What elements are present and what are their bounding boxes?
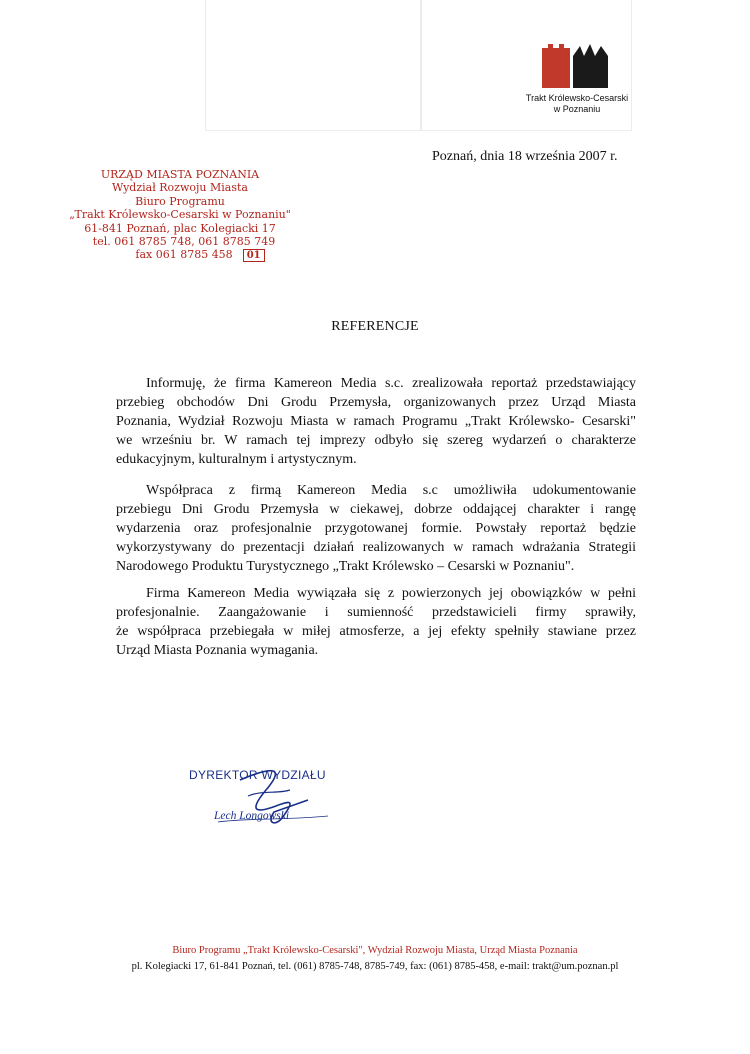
footer-address-line: pl. Kolegiacki 17, 61-841 Poznań, tel. (061) 8785-748, 8785-749, fax: (061) 8785-458, e-mail: trakt@um.poznan.pl: [131, 961, 619, 972]
trakt-logo-icon: [540, 42, 610, 88]
paragraph-line: profesjonalnie. Zaangażowanie i sumienność przedstawicieli firmy sprawiły,: [116, 605, 636, 620]
letter-date: Poznań, dnia 18 września 2007 r.: [432, 149, 618, 164]
stamp-line-department: Wydział Rozwoju Miasta: [112, 181, 248, 195]
signature-stamp-title: DYREKTOR WYDZIAŁU: [189, 768, 326, 782]
paragraph-line: we wrześniu br. W ramach tej imprezy odbyło się szereg wydarzeń o charakterze: [116, 433, 636, 448]
stamp-line-office: URZĄD MIASTA POZNANIA: [100, 168, 260, 181]
logo-caption-line1: Trakt Królewsko-Cesarski: [525, 93, 629, 103]
paragraph-line: wydarzenia oraz profesjonalnie przygotowanej formie. Powstały reportaż będzie: [116, 521, 636, 536]
logo-caption-line2: w Poznaniu: [553, 104, 601, 114]
stamp-line-fax: fax 061 8785 458: [135, 248, 233, 262]
paragraph-line: edukacyjnym, kulturalnym i artystycznym.: [116, 452, 357, 467]
paragraph-line: Firma Kamereon Media wywiązała się z powierzonych jej obowiązków w pełni: [146, 586, 636, 601]
scan-artifact-box: [205, 0, 422, 131]
paragraph-line: Informuję, że firma Kamereon Media s.c. zrealizowała reportaż przedstawiający: [146, 376, 636, 391]
paragraph-line: Współpraca z firmą Kamereon Media s.c umożliwiła udokumentowanie: [146, 483, 636, 498]
paragraph-2: [116, 481, 636, 576]
paragraph-line: Urząd Miasta Poznania wymagania.: [116, 643, 319, 658]
paragraph-3: [116, 584, 636, 660]
document-title: REFERENCJE: [331, 319, 419, 334]
paragraph-line: że współpraca przebiegała w miłej atmosferze, a jej efekty spełniły stawiane przez: [116, 624, 636, 639]
stamp-line-phone: tel. 061 8785 748, 061 8785 749: [92, 235, 276, 249]
paragraph-line: wykorzystywany do prezentacji działań realizowanych w ramach wdrażania Strategii: [116, 540, 636, 555]
stamp-number-box: 01: [243, 249, 265, 262]
paragraph-line: przebieg obchodów Dni Grodu Przemysła, organizowanych przez Urząd Miasta: [116, 395, 636, 410]
paragraph-line: Poznania, Wydział Rozwoju Miasta w ramach Programu „Trakt Królewsko- Cesarski": [116, 414, 636, 429]
office-stamp: [60, 168, 300, 262]
paragraph-line: Narodowego Produktu Turystycznego „Trakt Królewsko – Cesarski w Poznaniu".: [116, 559, 575, 574]
stamp-line-bureau: Biuro Programu: [135, 194, 225, 208]
paragraph-line: przebiegu Dni Grodu Przemysła w ciekawej, dobrze oddającej charakter i rangę: [116, 502, 636, 517]
paragraph-1: [116, 374, 636, 469]
signature-stamp-name: Lech Longowski: [214, 810, 290, 822]
footer-program-line: Biuro Programu „Trakt Królewsko-Cesarski", Wydział Rozwoju Miasta, Urząd Miasta Poznania: [172, 945, 578, 956]
logo-caption: [512, 93, 642, 115]
stamp-line-address: 61-841 Poznań, plac Kolegiacki 17: [84, 221, 276, 235]
stamp-line-program: „Trakt Królewsko-Cesarski w Poznaniu": [69, 208, 291, 222]
